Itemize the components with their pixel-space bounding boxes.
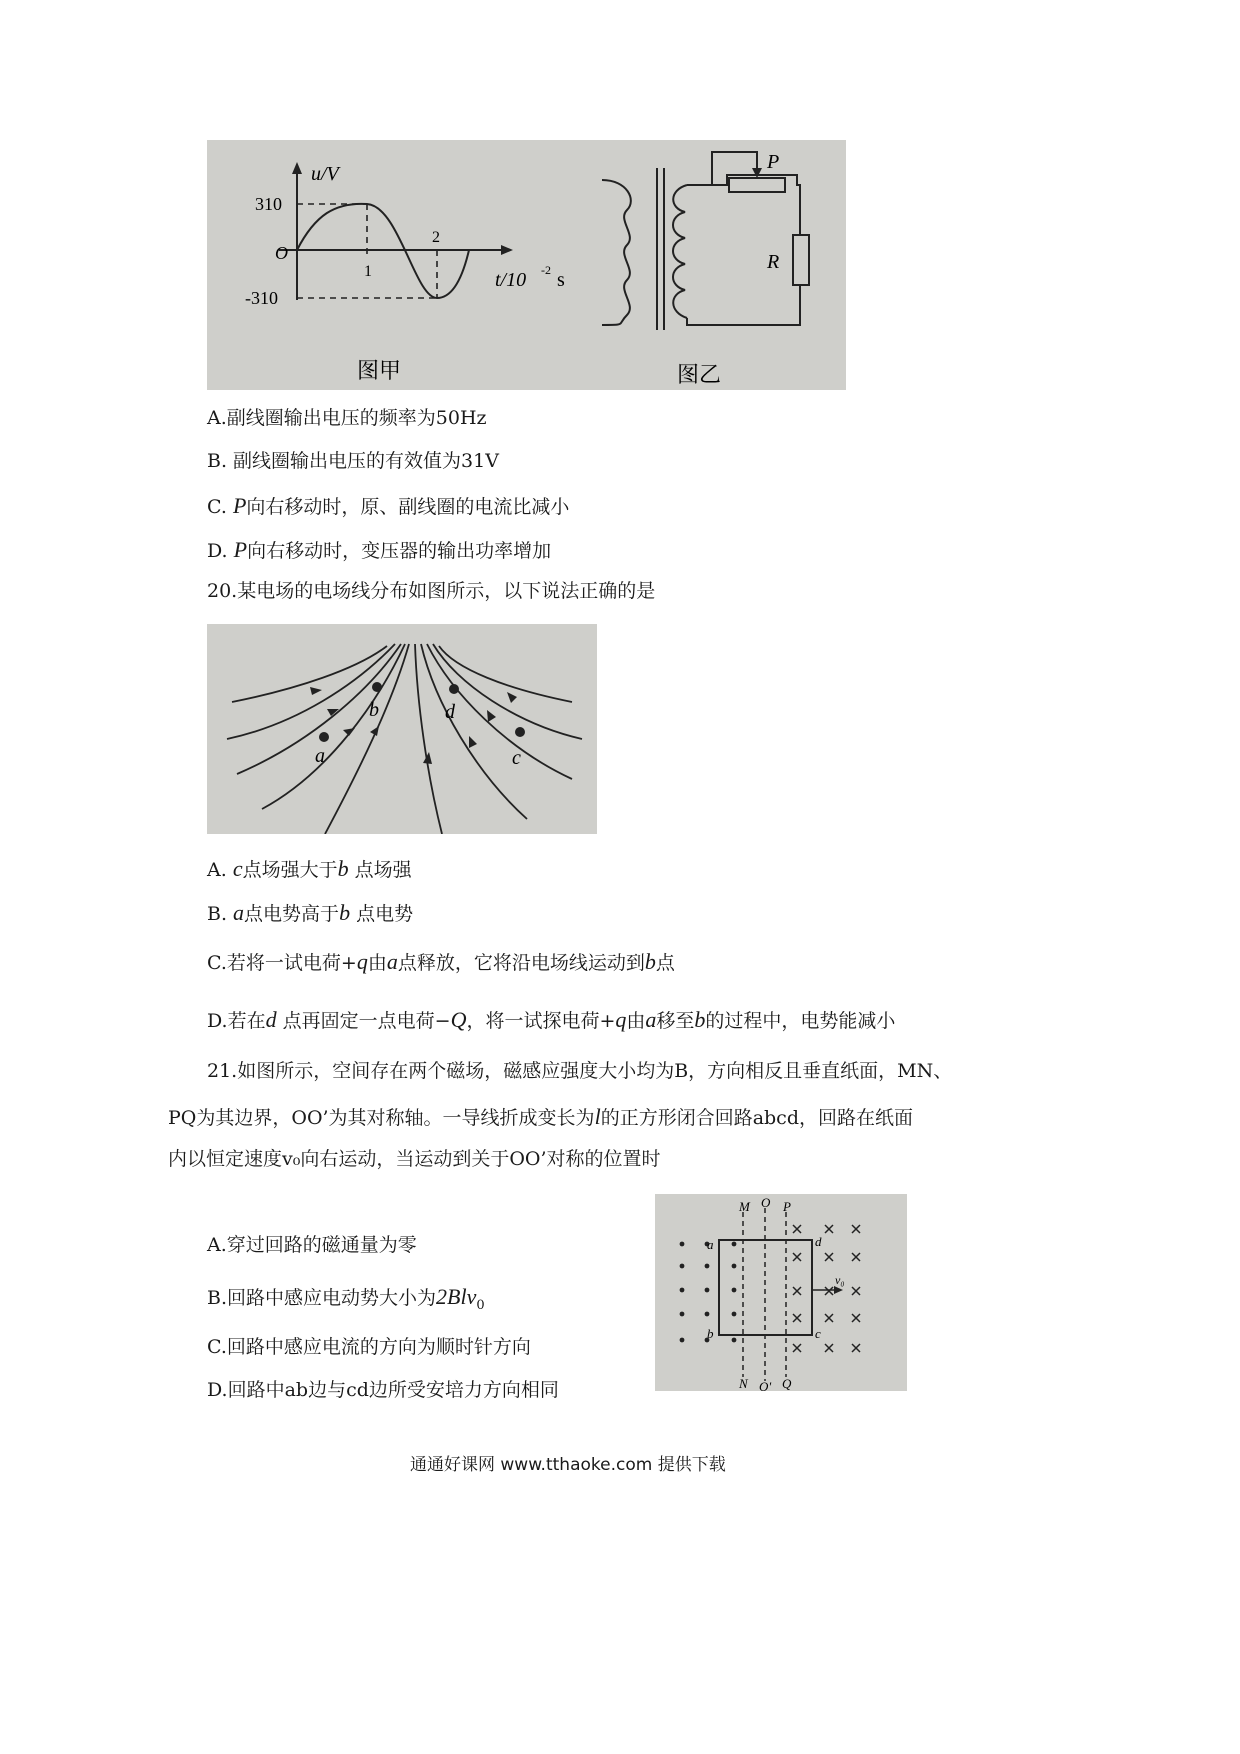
arrow-1 — [310, 687, 322, 695]
arrow-5 — [423, 752, 432, 764]
label-a: a — [707, 1237, 714, 1252]
q20-a-p3: 点场强 — [348, 859, 412, 881]
q21-option-a: A.穿过回路的磁通量为零 — [207, 1234, 417, 1256]
q20-b-p2: 点电势高于 — [244, 903, 340, 925]
circuit-top — [687, 175, 800, 235]
label-N: N — [739, 1376, 748, 1391]
q20-c-p2: 由 — [367, 952, 387, 974]
field-line-10 — [439, 646, 572, 702]
secondary-coil — [673, 185, 687, 318]
field-line-2 — [227, 644, 395, 739]
q19-d-var: P — [233, 537, 248, 562]
point-c — [515, 727, 525, 737]
q21-stem-line1: 21.如图所示，空间存在两个磁场，磁感应强度大小均为B，方向相反且垂直纸面，MN、 — [207, 1060, 953, 1082]
label-c: c — [815, 1326, 821, 1341]
q19-option-d — [207, 539, 551, 561]
point-d — [449, 684, 459, 694]
point-a — [319, 732, 329, 742]
arrow-7 — [487, 710, 496, 722]
magnetic-field-svg — [655, 1194, 907, 1391]
x-tick-1: 1 — [364, 263, 372, 280]
field-lines-svg — [207, 624, 597, 834]
q20-option-c — [207, 951, 675, 973]
q20-stem: 20.某电场的电场线分布如图所示，以下说法正确的是 — [207, 580, 656, 602]
q20-option-d — [207, 1009, 895, 1031]
circuit-bottom — [687, 285, 800, 325]
q20-d-v3: q — [615, 1007, 627, 1032]
label-P: P — [783, 1199, 791, 1214]
q20-b-v1: a — [233, 900, 245, 925]
q20-option-b — [207, 902, 413, 924]
q19-d-text: 向右移动时，变压器的输出功率增加 — [247, 540, 552, 562]
q20-c-v1: q — [356, 949, 368, 974]
q21-stem-line3: 内以恒定速度v₀向右运动，当运动到关于OO’对称的位置时 — [168, 1148, 661, 1170]
figure-magnetic-field — [655, 1194, 907, 1391]
velocity-arrowhead — [834, 1286, 843, 1294]
q20-d-v5: b — [694, 1007, 706, 1032]
caption-left: 图甲 — [357, 358, 402, 383]
arrow-3 — [343, 728, 355, 736]
y-axis-arrow — [292, 162, 302, 174]
field-line-7 — [421, 644, 527, 819]
resistor-R — [793, 235, 809, 285]
q21-stem2var: l — [594, 1104, 601, 1129]
q20-d-p4: 由 — [626, 1010, 646, 1032]
q21-b-subscript: 0 — [476, 1297, 485, 1313]
q20-c-p4: 点 — [655, 952, 675, 974]
x-tick-2: 2 — [432, 229, 440, 246]
q20-d-p6: 的过程中，电势能减小 — [705, 1010, 896, 1032]
label-d: d — [815, 1234, 822, 1249]
q20-d-p5: 移至 — [656, 1010, 695, 1032]
label-c: c — [512, 747, 521, 769]
q20-a-p2: 点场强大于 — [242, 859, 338, 881]
field-line-1 — [232, 646, 387, 702]
q20-option-a — [207, 858, 412, 880]
label-O-prime: O' — [759, 1379, 772, 1391]
q20-d-p2: 点再固定一点电荷− — [276, 1010, 451, 1032]
label-O: O — [761, 1195, 771, 1210]
q20-c-v3: b — [644, 949, 656, 974]
figure-field-lines — [207, 624, 597, 834]
y-label: u/V — [311, 163, 339, 185]
label-d: d — [445, 701, 455, 723]
q20-a-p1: A. — [207, 859, 233, 881]
label-P: P — [767, 151, 780, 173]
footer-source: 通通好课网 www.tthaoke.com 提供下载 — [410, 1455, 726, 1475]
x-label-unit: s — [557, 269, 565, 291]
x-label-exponent: -2 — [541, 263, 551, 277]
q20-a-v2: b — [337, 856, 349, 881]
q19-option-a: A.副线圈输出电压的频率为50Hz — [207, 407, 487, 429]
slider-wire — [712, 152, 757, 185]
field-line-4 — [262, 644, 405, 809]
q21-option-c: C.回路中感应电流的方向为顺时针方向 — [207, 1336, 531, 1358]
label-R: R — [767, 251, 780, 273]
x-label: t/10 — [495, 269, 527, 291]
x-axis-arrow — [501, 245, 513, 255]
q20-c-v2: a — [386, 949, 398, 974]
q19-c-text: 向右移动时，原、副线圈的电流比减小 — [246, 496, 570, 518]
label-Q: Q — [782, 1376, 792, 1391]
figure-transformer — [207, 140, 846, 390]
q20-d-v4: a — [645, 1007, 657, 1032]
q19-option-c — [207, 495, 569, 517]
crosses-field — [793, 1225, 860, 1352]
slider-arrow — [752, 168, 762, 178]
label-a: a — [315, 745, 325, 767]
q21-b-prefix: B.回路中感应电动势大小为 — [207, 1287, 437, 1309]
q20-c-p1: C.若将一试电荷+ — [207, 952, 357, 974]
arrow-6 — [469, 736, 477, 748]
q20-b-p3: 点电势 — [350, 903, 414, 925]
figure-transformer-svg — [207, 140, 846, 390]
q20-d-v1: d — [265, 1007, 277, 1032]
q19-c-prefix: C. — [207, 496, 233, 518]
q19-d-prefix: D. — [207, 540, 234, 562]
label-M: M — [739, 1199, 750, 1214]
q21-stem2b: 的正方形闭合回路abcd，回路在纸面 — [600, 1107, 913, 1129]
q21-option-b — [207, 1286, 485, 1312]
rheostat — [729, 178, 785, 192]
label-b: b — [369, 699, 379, 721]
q21-option-d: D.回路中ab边与cd边所受安培力方向相同 — [207, 1379, 559, 1401]
q20-a-v1: c — [232, 856, 243, 881]
caption-right: 图乙 — [677, 362, 722, 387]
arrow-8 — [507, 692, 517, 703]
q20-d-v2: Q — [450, 1007, 467, 1032]
q21-stem2a: PQ为其边界，OO’为其对称轴。一导线折成变长为 — [168, 1107, 595, 1129]
y-bottom-value: -310 — [245, 288, 278, 308]
point-b — [372, 682, 382, 692]
q19-option-b: B. 副线圈输出电压的有效值为31V — [207, 450, 499, 472]
label-v0: v₀ — [835, 1273, 845, 1287]
q20-b-v2: b — [339, 900, 351, 925]
q20-c-p3: 点释放，它将沿电场线运动到 — [397, 952, 645, 974]
arrow-4 — [370, 726, 379, 736]
origin-label: O — [275, 243, 288, 263]
primary-coil — [602, 180, 631, 325]
q21-b-formula: 2Blv — [436, 1284, 477, 1309]
label-b: b — [707, 1326, 714, 1341]
q20-d-p3: ，将一试探电荷+ — [466, 1010, 616, 1032]
q19-c-var: P — [232, 493, 247, 518]
q21-stem-line2 — [168, 1106, 913, 1128]
q20-d-p1: D.若在 — [207, 1010, 266, 1032]
q20-b-p1: B. — [207, 903, 234, 925]
y-top-value: 310 — [255, 194, 282, 214]
